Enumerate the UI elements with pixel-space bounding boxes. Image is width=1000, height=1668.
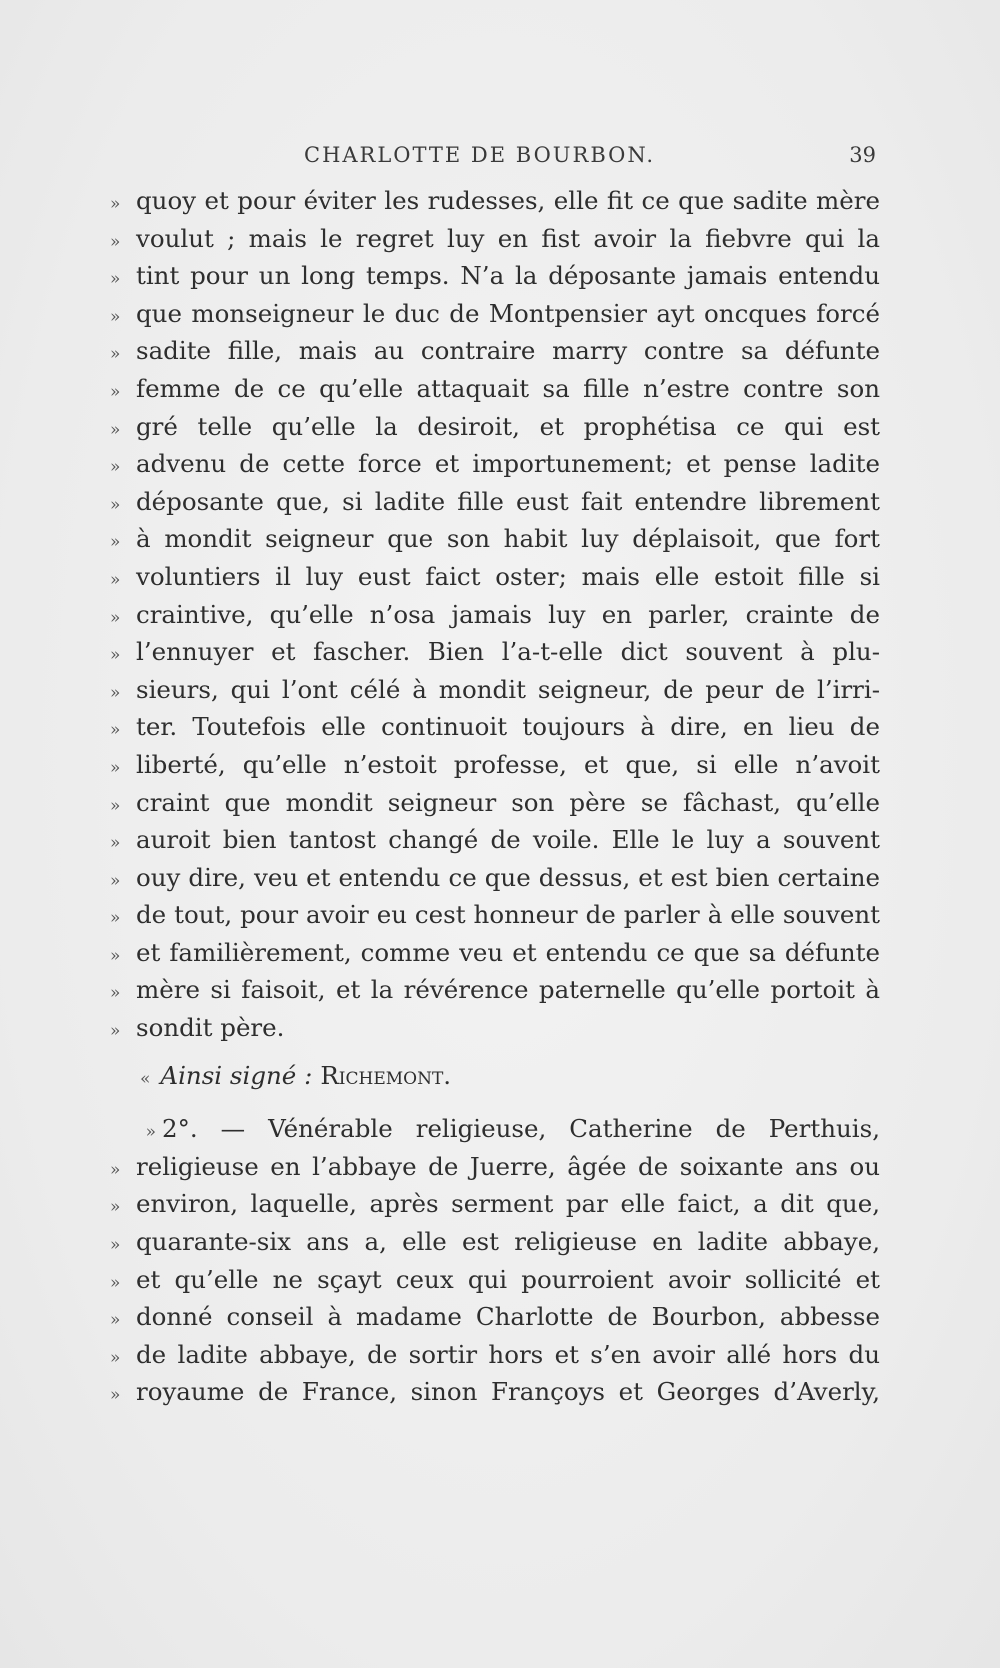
line-text: quarante-six ans a, elle est religieuse en ladite abbaye, [136, 1227, 880, 1257]
signature-label: Ainsi signé : [160, 1060, 313, 1090]
line-text: mère si faisoit, et la révérence paternelle qu’elle portoit à [136, 975, 880, 1005]
quote-mark: » [110, 682, 121, 703]
quote-mark: » [110, 1310, 121, 1331]
line-text: royaume de France, sinon Françoys et Georges d’Averly, [136, 1377, 880, 1407]
quote-mark: » [110, 757, 121, 778]
text-line [110, 1373, 880, 1411]
line-text: gré telle qu’elle la desiroit, et prophétisa ce qui est [136, 411, 880, 441]
line-text: environ, laquelle, après serment par elle faict, a dit que, [136, 1189, 880, 1219]
quote-mark: » [110, 494, 121, 515]
line-text: tint pour un long temps. N’a la déposante jamais entendu [136, 261, 880, 291]
line-text: auroit bien tantost changé de voile. Elle le luy a souvent [136, 825, 880, 855]
text-line [110, 708, 880, 746]
text-line [110, 671, 880, 709]
line-text: sondit père. [136, 1013, 285, 1043]
line-text: à mondit seigneur que son habit luy déplaisoit, que fort [136, 524, 880, 554]
line-text: craintive, qu’elle n’osa jamais luy en parler, crainte de [136, 599, 880, 629]
page-number: 39 [849, 143, 876, 167]
line-text: ter. Toutefois elle continuoit toujours à dire, en lieu de [136, 712, 880, 742]
line-text: de ladite abbaye, de sortir hors et s’en avoir allé hors du [136, 1339, 880, 1369]
text-line [110, 596, 880, 634]
line-text: voluntiers il luy eust faict oster; mais elle estoit fille si [136, 561, 880, 591]
text-line [110, 1336, 880, 1374]
quote-mark: » [110, 532, 121, 553]
text-line [110, 408, 880, 446]
line-text: ouy dire, veu et entendu ce que dessus, et est bien certaine [136, 862, 880, 892]
line-text: femme de ce qu’elle attaquait sa fille n’estre contre son [136, 373, 880, 403]
line-text: religieuse en l’abbaye de Juerre, âgée de soixante ans ou [136, 1151, 880, 1181]
quote-mark: » [110, 795, 121, 816]
quote-mark: » [110, 607, 121, 628]
line-text: l’ennuyer et fascher. Bien l’a-t-elle dict souvent à plu- [136, 637, 880, 667]
line-text: liberté, qu’elle n’estoit professe, et que, si elle n’avoit [136, 749, 880, 779]
text-line [110, 1223, 880, 1261]
quote-mark: » [110, 908, 121, 929]
quote-mark: » [110, 1235, 121, 1256]
text-line [110, 520, 880, 558]
quote-mark: » [110, 194, 121, 214]
text-line [110, 370, 880, 408]
text-line [110, 483, 880, 521]
quote-mark: » [110, 269, 121, 290]
text-line [110, 859, 880, 897]
text-line [110, 295, 880, 333]
line-text: voulut ; mais le regret luy en fist avoir la fiebvre qui la [136, 223, 880, 253]
text-line [110, 784, 880, 822]
quote-mark: » [110, 306, 121, 327]
line-text: donné conseil à madame Charlotte de Bourbon, abbesse [136, 1302, 880, 1332]
line-text: de tout, pour avoir eu cest honneur de parler à elle souvent [136, 900, 880, 930]
text-line [110, 558, 880, 596]
open-quote-mark: « [140, 1068, 151, 1089]
quote-mark: » [110, 1347, 121, 1368]
line-text: et familièrement, comme veu et entendu ce que sa défunte [136, 937, 880, 967]
quote-mark: » [110, 344, 121, 365]
text-line [110, 1148, 880, 1186]
quote-mark: » [110, 1272, 121, 1293]
text-line [110, 971, 880, 1009]
text-line [110, 445, 880, 483]
line-text: sieurs, qui l’ont célé à mondit seigneur, de peur de l’irri- [136, 674, 880, 704]
text-line [110, 257, 880, 295]
quote-mark: » [110, 720, 121, 741]
line-text: advenu de cette force et importunement; et pense ladite [136, 449, 880, 479]
body-text [110, 182, 880, 1411]
text-line [110, 821, 880, 859]
quote-mark: » [110, 569, 121, 590]
quote-mark: » [110, 870, 121, 891]
paragraph-2-first-line [110, 1110, 880, 1148]
quote-mark: » [110, 457, 121, 478]
quote-mark: » [110, 945, 121, 966]
quote-mark: » [110, 231, 121, 252]
line-text: et qu’elle ne sçayt ceux qui pourroient avoir sollicité et [136, 1264, 880, 1294]
quote-mark: » [110, 1021, 121, 1042]
line-text: déposante que, si ladite fille eust fait entendre librement [136, 486, 880, 516]
line-text: quoy et pour éviter les rudesses, elle fit ce que sadite mère [136, 186, 880, 215]
quote-mark: » [110, 419, 121, 440]
signatory-name: Richemont. [320, 1060, 452, 1090]
quote-mark: » [110, 1159, 121, 1180]
text-line [110, 746, 880, 784]
text-line [110, 332, 880, 370]
signature-line [110, 1057, 880, 1095]
text-line: 2°. — Vénérable religieuse, Catherine de Perthuis, [162, 1114, 880, 1144]
paragraph-testimony [110, 182, 880, 1047]
quote-mark: » [145, 1122, 156, 1143]
text-line [110, 220, 880, 258]
line-text: que monseigneur le duc de Montpensier ayt oncques forcé [136, 298, 880, 328]
quote-mark: » [110, 381, 121, 402]
running-title: CHARLOTTE DE BOURBON. [304, 143, 656, 167]
page-header [0, 135, 1000, 175]
text-line [110, 633, 880, 671]
quote-mark: » [110, 1385, 121, 1406]
line-text: craint que mondit seigneur son père se fâchast, qu’elle [136, 787, 880, 817]
line-text: sadite fille, mais au contraire marry contre sa défunte [136, 336, 880, 366]
text-line [110, 1261, 880, 1299]
text-line [110, 182, 880, 220]
quote-mark: » [110, 1197, 121, 1218]
text-line [110, 1298, 880, 1336]
text-line [110, 1009, 880, 1047]
text-line [110, 1185, 880, 1223]
quote-mark: » [110, 645, 121, 666]
quote-mark: » [110, 983, 121, 1004]
quote-mark: » [110, 833, 121, 854]
paragraph-deposition [110, 1148, 880, 1411]
text-line [110, 934, 880, 972]
text-line [110, 896, 880, 934]
